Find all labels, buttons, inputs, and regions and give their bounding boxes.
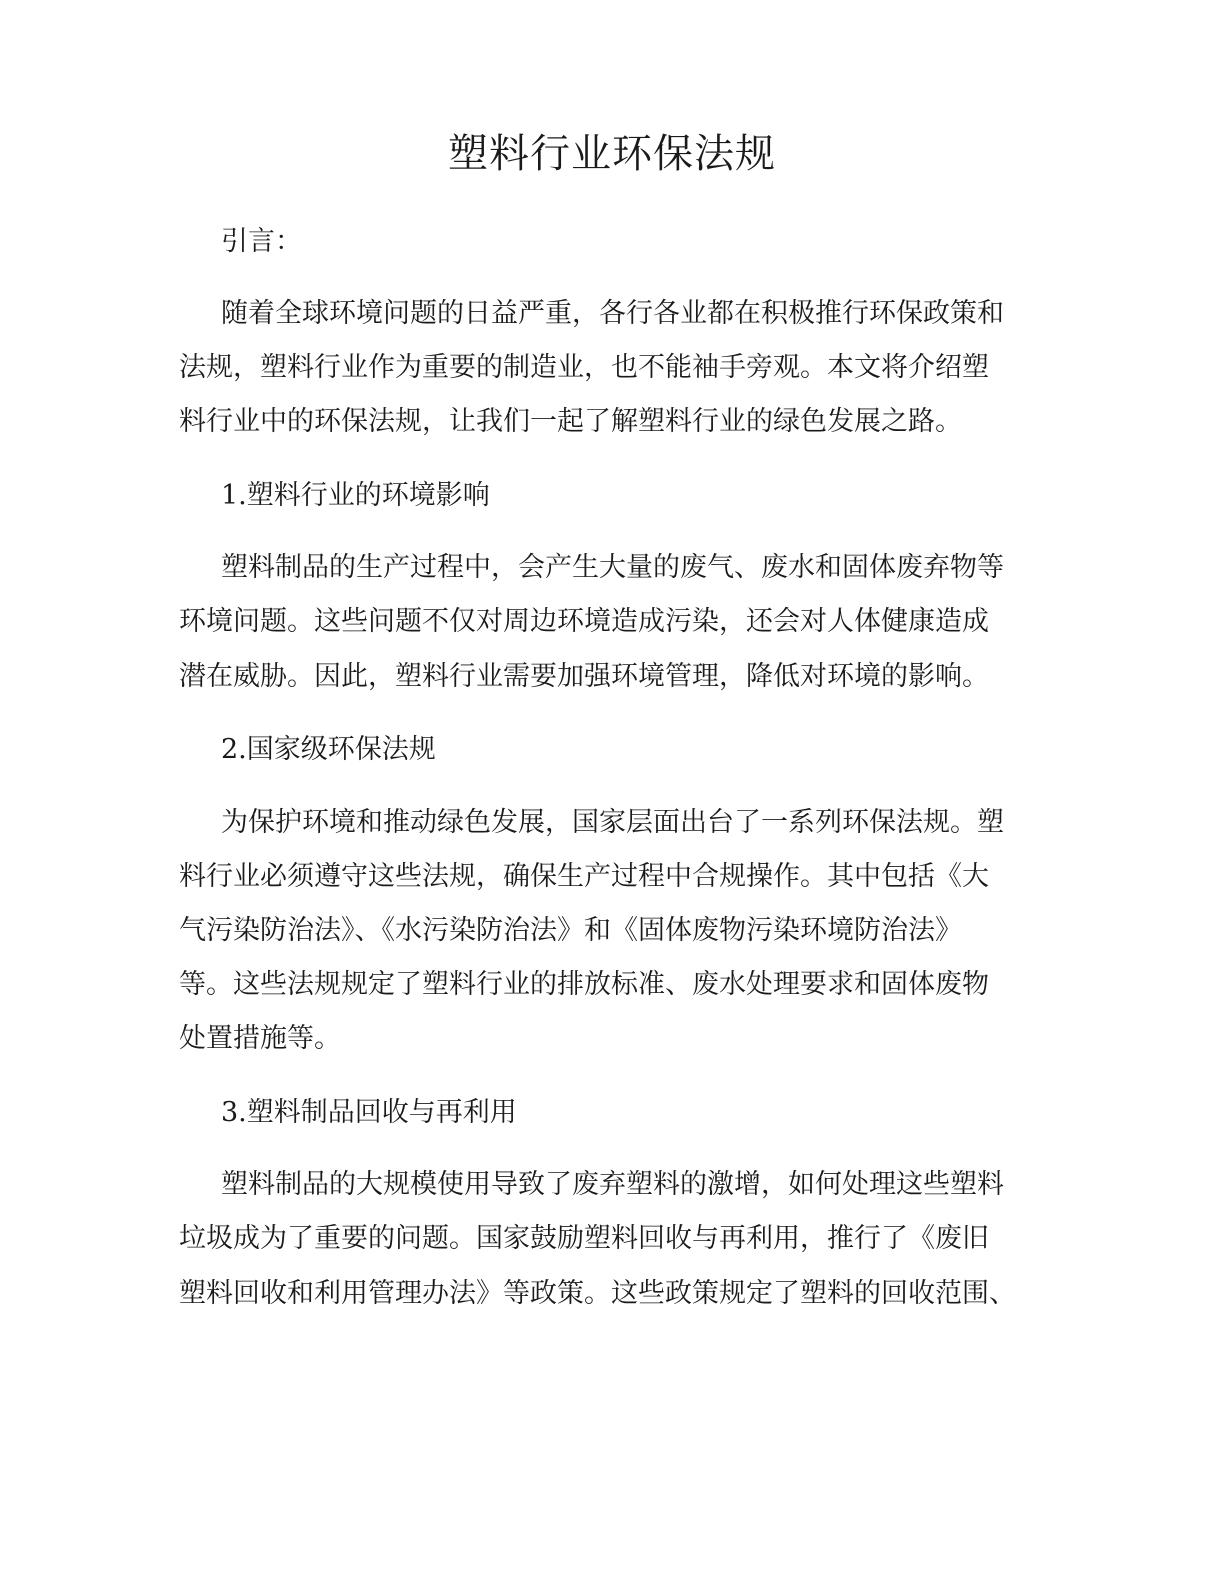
paragraph-line: 法规，塑料行业作为重要的制造业，也不能袖手旁观。本文将介绍塑	[179, 352, 989, 383]
section-heading-3: 3.塑料制品回收与再利用	[221, 1097, 517, 1128]
paragraph-line: 塑料制品的大规模使用导致了废弃塑料的激增，如何处理这些塑料	[221, 1169, 1004, 1200]
section-heading-1: 1.塑料行业的环境影响	[221, 480, 490, 511]
paragraph-line: 潜在威胁。因此，塑料行业需要加强环境管理，降低对环境的影响。	[179, 661, 989, 692]
section-heading-2: 2.国家级环保法规	[221, 734, 436, 765]
page-title: 塑料行业环保法规	[448, 131, 776, 177]
paragraph-line: 为保护环境和推动绿色发展，国家层面出台了一系列环保法规。塑	[221, 807, 1004, 838]
paragraph-line: 塑料回收和利用管理办法》等政策。这些政策规定了塑料的回收范围、	[179, 1278, 1016, 1309]
paragraph-line: 环境问题。这些问题不仅对周边环境造成污染，还会对人体健康造成	[179, 606, 989, 637]
paragraph-line: 料行业必须遵守这些法规，确保生产过程中合规操作。其中包括《大	[179, 861, 989, 892]
paragraph-line: 塑料制品的生产过程中，会产生大量的废气、废水和固体废弃物等	[221, 552, 1004, 583]
paragraph-line: 随着全球环境问题的日益严重，各行各业都在积极推行环保政策和	[221, 298, 1004, 329]
paragraph-line: 料行业中的环保法规，让我们一起了解塑料行业的绿色发展之路。	[179, 406, 962, 437]
paragraph-line: 处置措施等。	[179, 1023, 341, 1054]
paragraph-line: 气污染防治法》、《水污染防治法》和《固体废物污染环境防治法》	[179, 915, 962, 946]
intro-label: 引言：	[221, 226, 302, 257]
paragraph-line: 等。这些法规规定了塑料行业的排放标准、废水处理要求和固体废物	[179, 969, 989, 1000]
paragraph-line: 垃圾成为了重要的问题。国家鼓励塑料回收与再利用，推行了《废旧	[179, 1223, 989, 1254]
